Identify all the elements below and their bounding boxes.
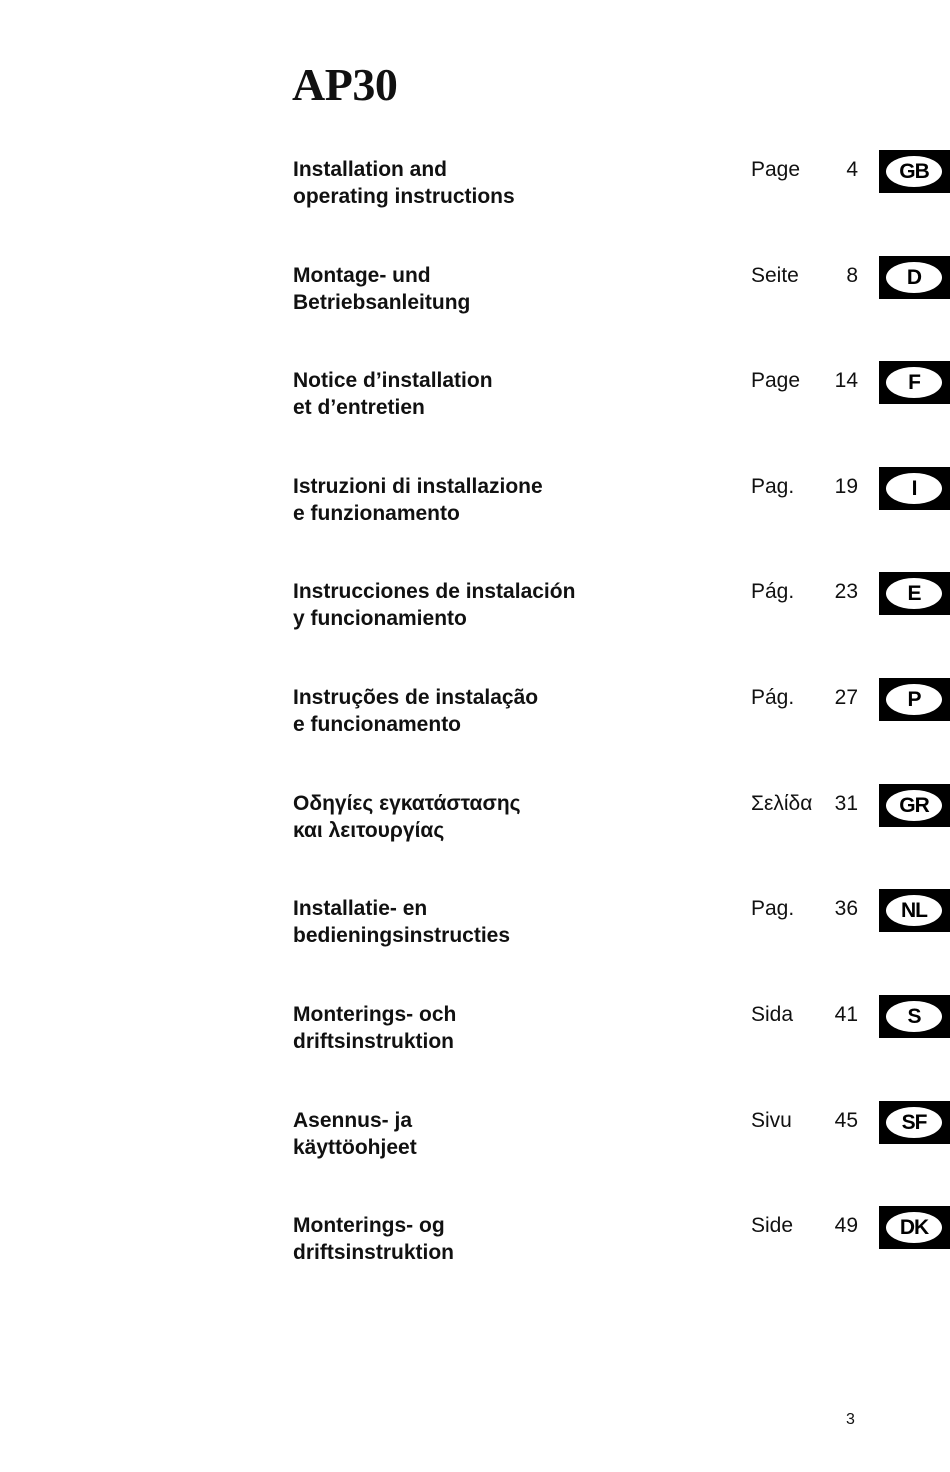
entry-title: Instrucciones de instalación y funcionamiento bbox=[293, 580, 576, 630]
toc-entry-p[interactable] bbox=[0, 686, 950, 789]
language-code-badge: E bbox=[886, 578, 942, 609]
entry-page-label: Pag. bbox=[751, 475, 795, 498]
language-tab bbox=[879, 784, 950, 827]
language-tab bbox=[879, 150, 950, 193]
toc-entry-i[interactable] bbox=[0, 475, 950, 578]
document-title: AP30 bbox=[292, 59, 398, 110]
entry-page-label: Sida bbox=[751, 1003, 794, 1026]
toc-entry-gb[interactable] bbox=[0, 158, 950, 261]
toc-entry-d[interactable] bbox=[0, 264, 950, 367]
entry-page-label: Pag. bbox=[751, 897, 795, 920]
toc-entry-s[interactable] bbox=[0, 1003, 950, 1106]
language-code-badge: GR bbox=[886, 790, 942, 821]
language-code-badge: DK bbox=[886, 1212, 942, 1243]
language-code-badge: D bbox=[886, 262, 942, 293]
entry-title: Οδηγίες εγκατάστασης και λειτουργίας bbox=[293, 792, 521, 842]
language-tab bbox=[879, 889, 950, 932]
entry-page-label: Side bbox=[751, 1214, 794, 1237]
language-code-badge: F bbox=[886, 367, 942, 398]
toc-entry-sf[interactable] bbox=[0, 1109, 950, 1212]
entry-page-label: Seite bbox=[751, 264, 799, 287]
entry-title: Instruções de instalação e funcionamento bbox=[293, 686, 539, 736]
language-code-badge: I bbox=[886, 473, 942, 504]
toc-entry-e[interactable] bbox=[0, 580, 950, 683]
language-code-badge: P bbox=[886, 684, 942, 715]
entry-title: Asennus- ja käyttöohjeet bbox=[293, 1109, 417, 1159]
entry-title: Installatie- en bedieningsinstructies bbox=[293, 897, 511, 947]
entry-page-number: 23 bbox=[834, 580, 858, 603]
entry-title: Monterings- och driftsinstruktion bbox=[293, 1003, 457, 1053]
language-tab bbox=[879, 361, 950, 404]
language-code-badge: GB bbox=[886, 156, 942, 187]
language-code-badge: SF bbox=[886, 1107, 942, 1138]
entry-page-label: Page bbox=[751, 158, 801, 181]
language-tab bbox=[879, 467, 950, 510]
entry-page-label: Page bbox=[751, 369, 801, 392]
language-tab bbox=[879, 256, 950, 299]
entry-page-number: 19 bbox=[834, 475, 858, 498]
entry-page-number: 8 bbox=[846, 264, 858, 287]
language-tab bbox=[879, 1206, 950, 1249]
entry-title: Installation and operating instructions bbox=[293, 158, 515, 208]
entry-page-number: 31 bbox=[834, 792, 858, 815]
entry-page-label: Pág. bbox=[751, 686, 795, 709]
entry-page-number: 14 bbox=[834, 369, 858, 392]
entry-title: Monterings- og driftsinstruktion bbox=[293, 1214, 454, 1264]
language-code-badge: NL bbox=[886, 895, 942, 926]
language-tab bbox=[879, 995, 950, 1038]
entry-page-label: Σελίδα bbox=[751, 792, 813, 815]
toc-entry-dk[interactable] bbox=[0, 1214, 950, 1317]
language-tab bbox=[879, 1101, 950, 1144]
entry-title: Notice d’installation et d’entretien bbox=[293, 369, 493, 419]
entry-page-number: 49 bbox=[834, 1214, 858, 1237]
language-code-badge: S bbox=[886, 1001, 942, 1032]
entry-page-label: Sivu bbox=[751, 1109, 792, 1132]
entry-page-number: 45 bbox=[834, 1109, 858, 1132]
entry-page-number: 41 bbox=[834, 1003, 858, 1026]
toc-entry-gr[interactable] bbox=[0, 792, 950, 895]
entry-page-number: 36 bbox=[834, 897, 858, 920]
language-tab bbox=[879, 678, 950, 721]
entry-page-number: 27 bbox=[834, 686, 858, 709]
entry-title: Montage- und Betriebsanleitung bbox=[293, 264, 471, 314]
entry-page-label: Pág. bbox=[751, 580, 795, 603]
language-tab bbox=[879, 572, 950, 615]
toc-entry-nl[interactable] bbox=[0, 897, 950, 1000]
toc-entry-f[interactable] bbox=[0, 369, 950, 472]
page-number: 3 bbox=[846, 1411, 855, 1428]
entry-title: Istruzioni di installazione e funzionamento bbox=[293, 475, 543, 525]
entry-page-number: 4 bbox=[846, 158, 858, 181]
